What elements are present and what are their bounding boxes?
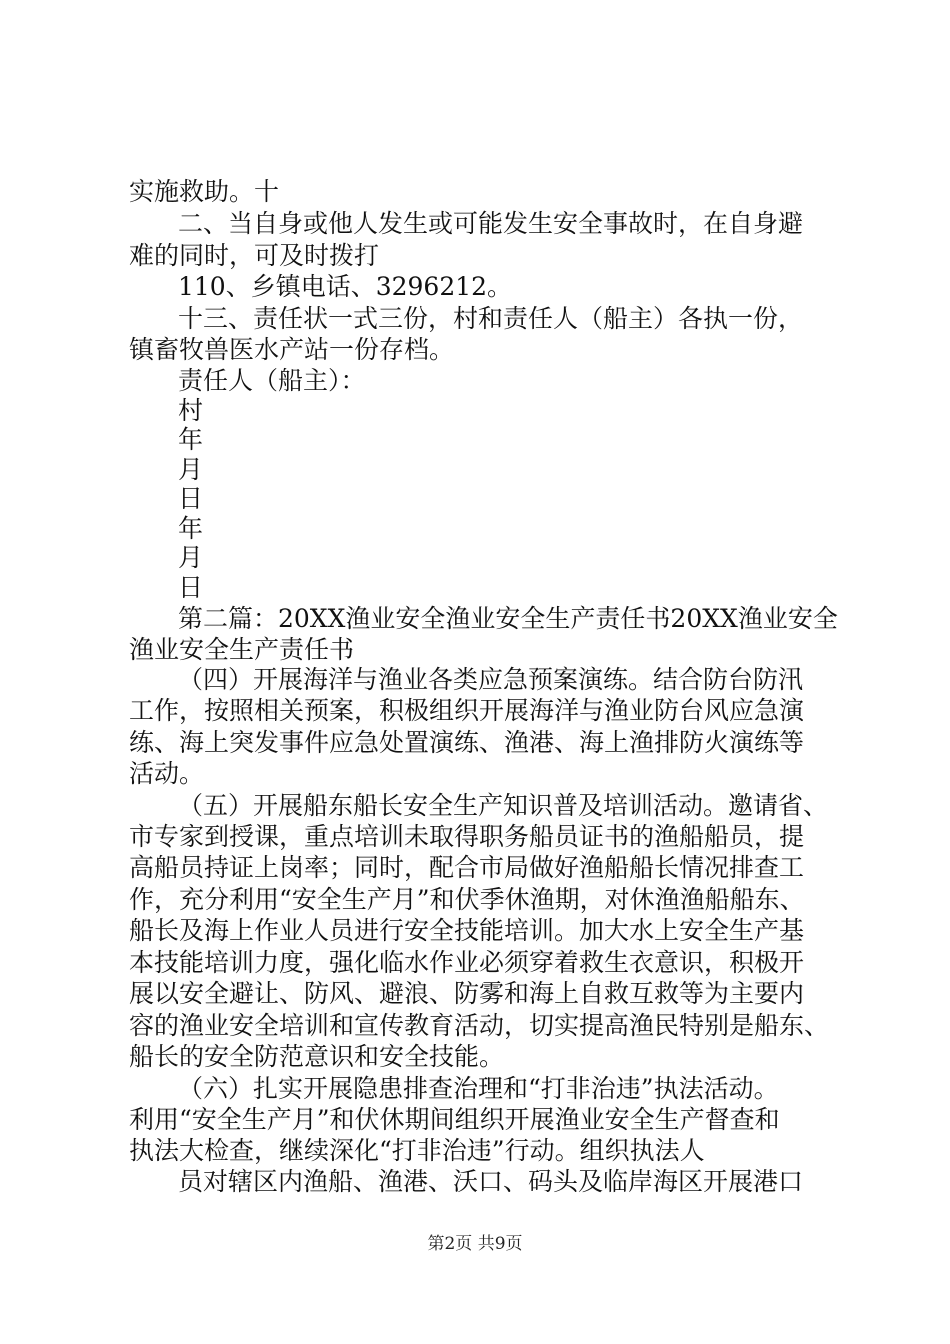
text-line: 市专家到授课，重点培训未取得职务船员证书的渔船船员，提 [129,822,805,851]
text-line: （六）扎实开展隐患排查治理和“打非治违”执法活动。 [178,1074,779,1103]
text-line: 船长的安全防范意识和安全技能。 [129,1042,505,1071]
text-line: 本技能培训力度，强化临水作业必须穿着救生衣意识，积极开 [129,948,805,977]
text-line: 第二篇：20XX渔业安全渔业安全生产责任书20XX渔业安全 [178,604,838,633]
text-line: 十三、责任状一式三份，村和责任人（船主）各执一份， [178,304,804,333]
text-line: 高船员持证上岗率；同时，配合市局做好渔船船长情况排查工 [129,853,805,882]
text-line: 责任人（船主）： [178,366,366,395]
text-line: 月 [178,455,204,484]
text-line: 展以安全避让、防风、避浪、防雾和海上自救互救等为主要内 [129,979,805,1008]
text-line: 年 [178,425,204,454]
text-line: 月 [178,543,204,572]
text-line: 活动。 [129,759,205,788]
text-line: 容的渔业安全培训和宣传教育活动，切实提高渔民特别是船东、 [129,1011,830,1040]
text-line: 执法大检查，继续深化“打非治违”行动。组织执法人 [129,1136,705,1165]
text-line: 日 [178,484,204,513]
text-line: 渔业安全生产责任书 [129,635,355,664]
text-line: （四）开展海洋与渔业各类应急预案演练。结合防台防汛 [178,665,804,694]
text-line: 工作，按照相关预案，积极组织开展海洋与渔业防台风应急演 [129,696,805,725]
text-line: 110、乡镇电话、3296212。 [178,272,513,301]
text-line: 二、当自身或他人发生或可能发生安全事故时，在自身避 [178,209,804,238]
text-line: 利用“安全生产月”和伏休期间组织开展渔业安全生产督查和 [129,1105,780,1134]
text-line: （五）开展船东船长安全生产知识普及培训活动。邀请省、 [178,791,829,820]
text-line: 作，充分利用“安全生产月”和伏季休渔期，对休渔渔船船东、 [129,885,805,914]
text-line: 年 [178,514,204,543]
text-line: 练、海上突发事件应急处置演练、渔港、海上渔排防火演练等 [129,728,805,757]
text-line: 日 [178,573,204,602]
text-line: 村 [178,396,204,425]
text-line: 镇畜牧兽医水产站一份存档。 [129,335,455,364]
text-line: 实施救助。十 [129,177,280,206]
text-line: 船长及海上作业人员进行安全技能培训。加大水上安全生产基 [129,916,805,945]
page-footer: 第2页 共9页 [427,1234,523,1254]
text-line: 员对辖区内渔船、渔港、沃口、码头及临岸海区开展港口 [178,1167,804,1196]
text-line: 难的同时，可及时拨打 [129,241,380,270]
